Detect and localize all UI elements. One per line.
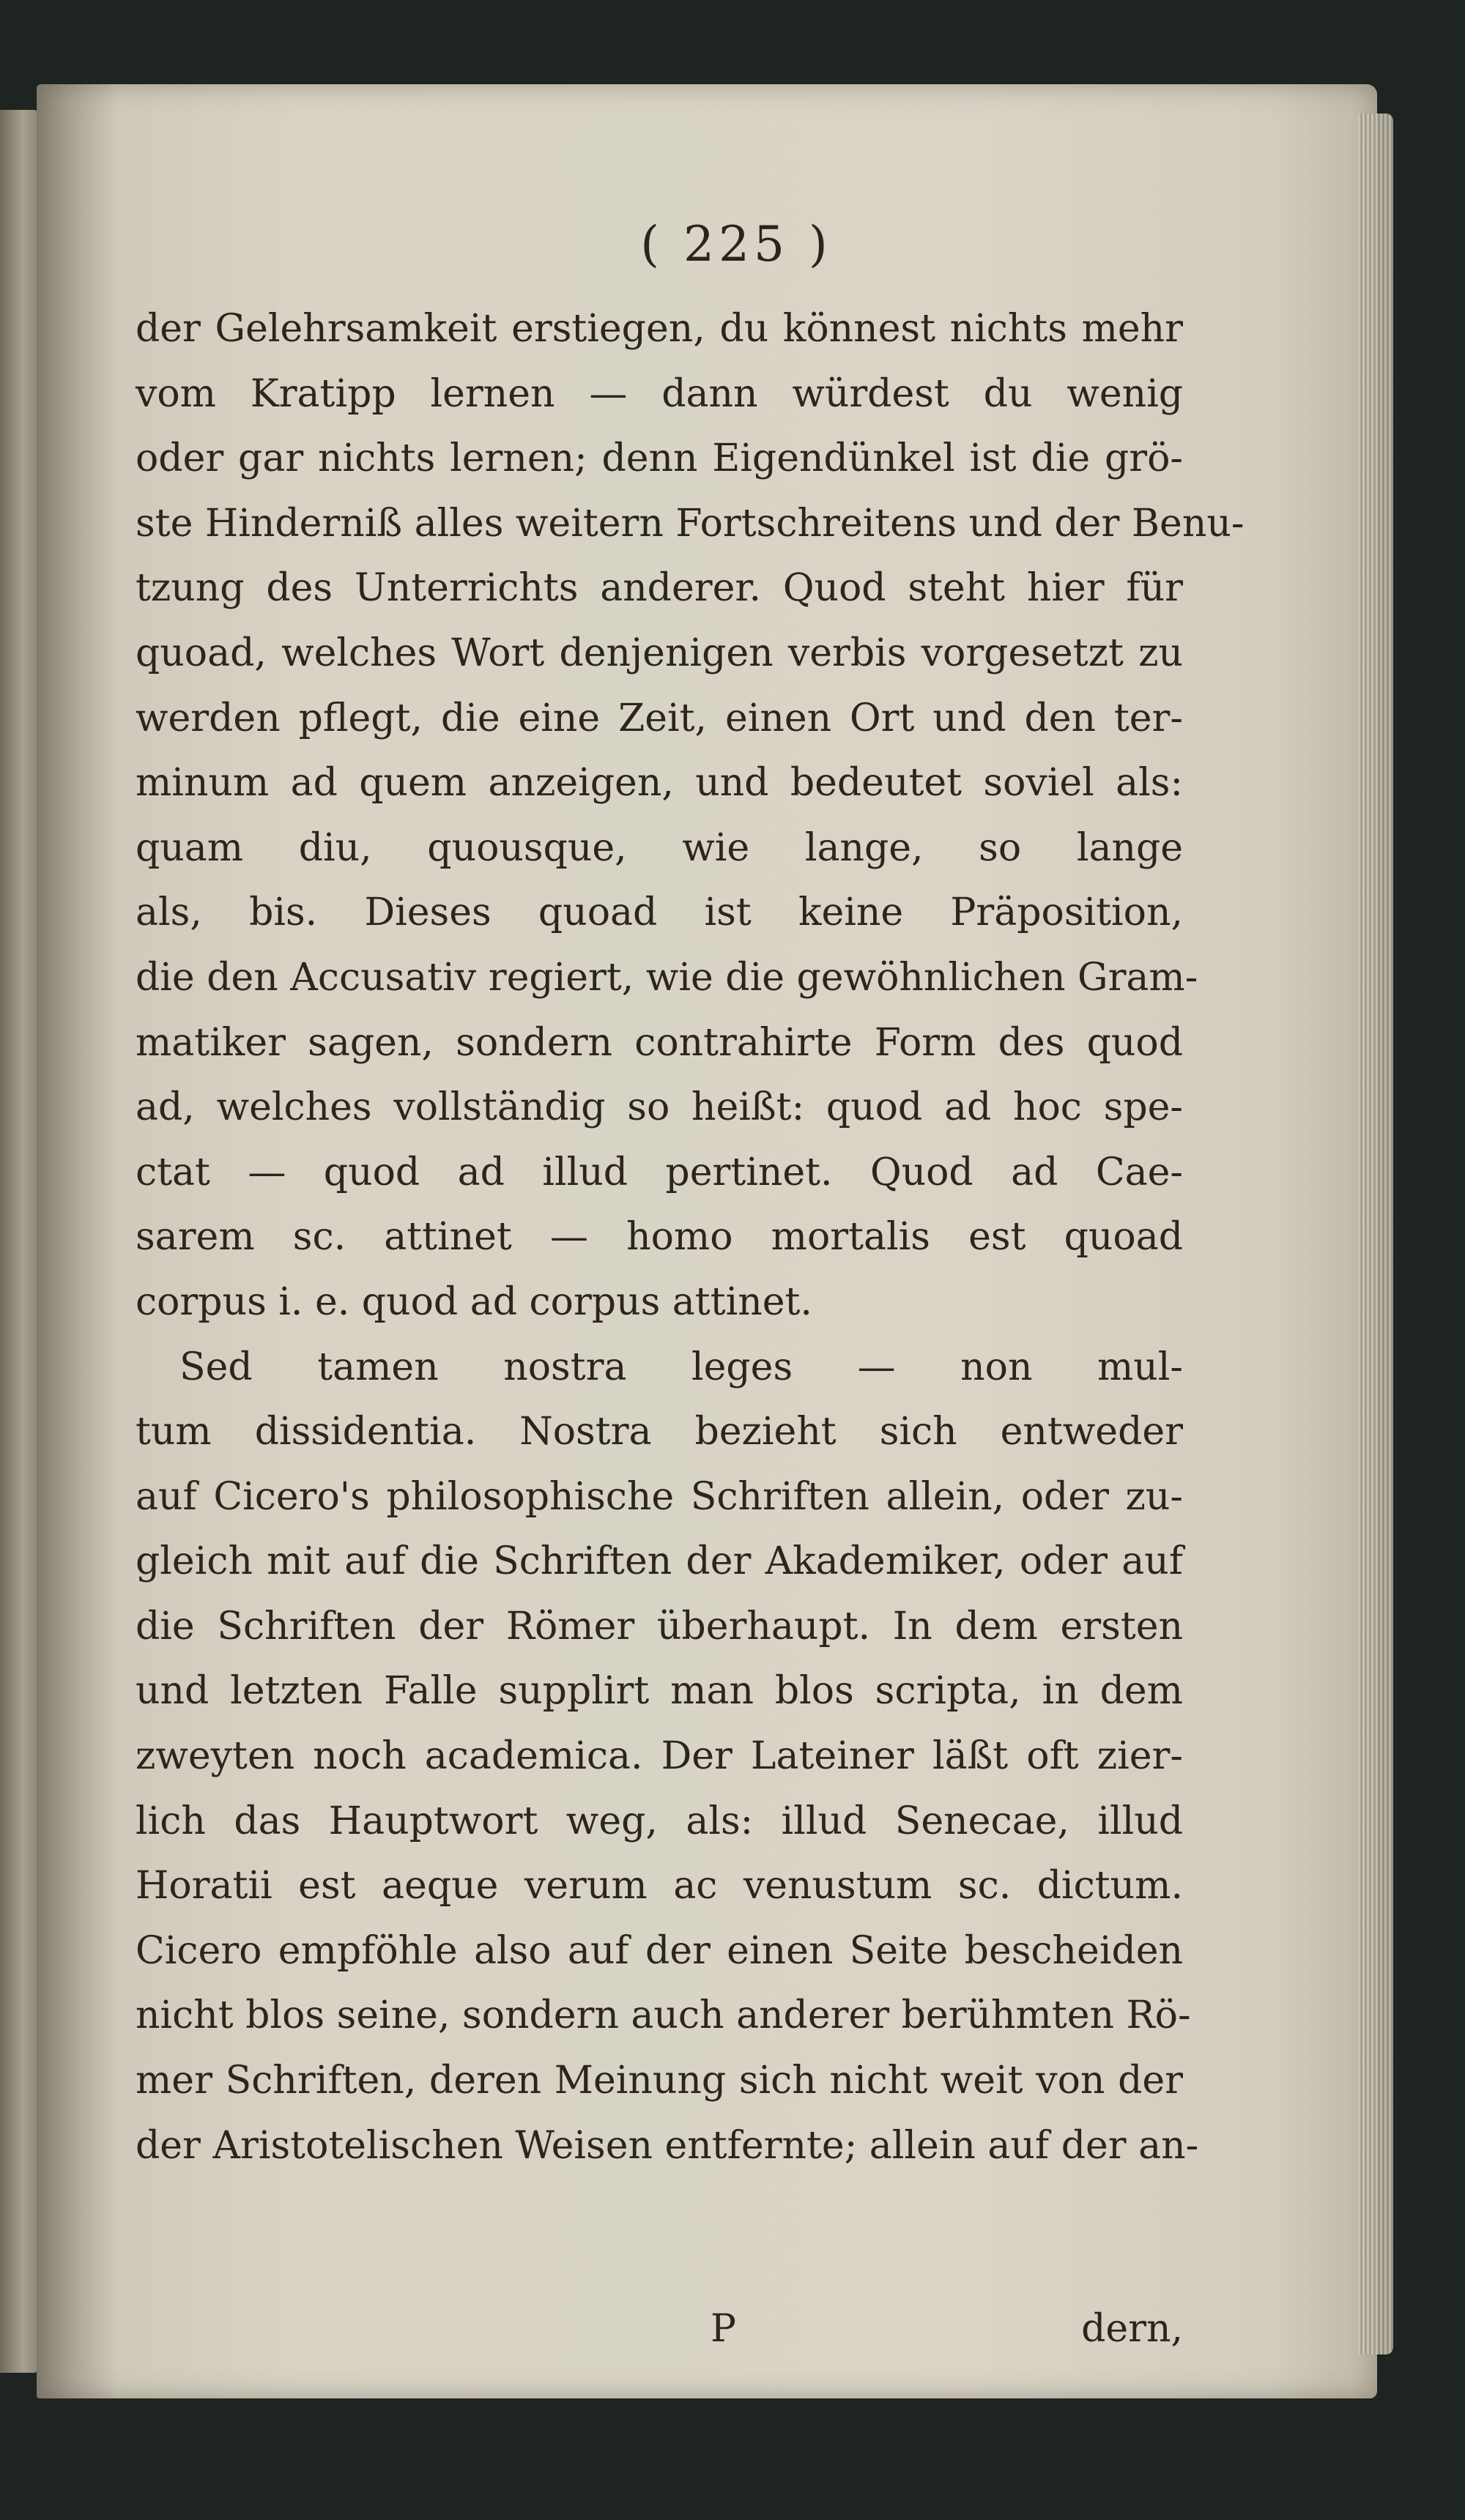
text-line: corpus i. e. quod ad corpus attinet. [136,1279,812,1324]
text-line: und letzten Falle supplirt man blos scripta, in dem [136,1669,1183,1714]
text-line: tum dissidentia. Nostra bezieht sich entweder [136,1410,1183,1454]
text-line: Sed tamen nostra leges — non mul- [179,1345,1183,1389]
text-line: ste Hinderniß alles weitern Fortschreitens und der Benu- [136,501,1245,546]
text-line: gleich mit auf die Schriften der Akademiker, oder auf [136,1539,1183,1584]
text-line: matiker sagen, sondern contrahirte Form des quod [136,1020,1183,1065]
text-line: quoad, welches Wort denjenigen verbis vorgesetzt zu [136,631,1183,675]
text-line: die Schriften der Römer überhaupt. In dem ersten [136,1604,1183,1649]
text-line: tzung des Unterrichts anderer. Quod steht hier für [136,566,1183,611]
body-text [136,297,1245,2178]
text-line: quam diu, quousque, wie lange, so lange [136,825,1183,870]
text-line: die den Accusativ regiert, wie die gewöhnlichen Gram- [136,955,1198,1000]
gutter-shadow [37,84,117,2398]
text-line: als, bis. Dieses quoad ist keine Präposition, [136,891,1183,935]
page-edges [1358,114,1393,2354]
text-line: ctat — quod ad illud pertinet. Quod ad Cae- [136,1150,1183,1194]
page-footer [136,2307,1183,2365]
text-line: sarem sc. attinet — homo mortalis est quoad [136,1215,1183,1260]
text-line: oder gar nichts lernen; denn Eigendünkel ist die grö- [136,436,1183,481]
book-page [37,84,1377,2398]
text-line: werden pflegt, die eine Zeit, einen Ort und den ter- [136,696,1183,740]
text-line: minum ad quem anzeigen, und bedeutet soviel als: [136,761,1183,806]
catchword: dern, [1081,2307,1183,2351]
text-line: nicht blos seine, sondern auch anderer berühmten Rö- [136,1993,1191,2038]
text-line: der Gelehrsamkeit erstiegen, du könnest nichts mehr [136,307,1183,351]
text-line: Cicero empföhle also auf der einen Seite bescheiden [136,1928,1183,1973]
text-line: mer Schriften, deren Meinung sich nicht weit von der [136,2059,1183,2103]
text-line: zweyten noch academica. Der Lateiner läßt oft zier- [136,1734,1183,1779]
text-line: der Aristotelischen Weisen entfernte; allein auf der an- [136,2123,1199,2168]
signature-mark: P [711,2307,736,2351]
text-line: auf Cicero's philosophische Schriften allein, oder zu- [136,1474,1183,1519]
text-line: ad, welches vollständig so heißt: quod ad hoc spe- [136,1085,1183,1130]
left-page-edge [0,110,38,2373]
text-line: lich das Hauptwort weg, als: illud Senecae, illud [136,1799,1183,1843]
text-line: vom Kratipp lernen — dann würdest du wenig [136,371,1183,416]
page-number: ( 225 ) [640,216,832,272]
text-line: Horatii est aeque verum ac venustum sc. dictum. [136,1864,1183,1908]
